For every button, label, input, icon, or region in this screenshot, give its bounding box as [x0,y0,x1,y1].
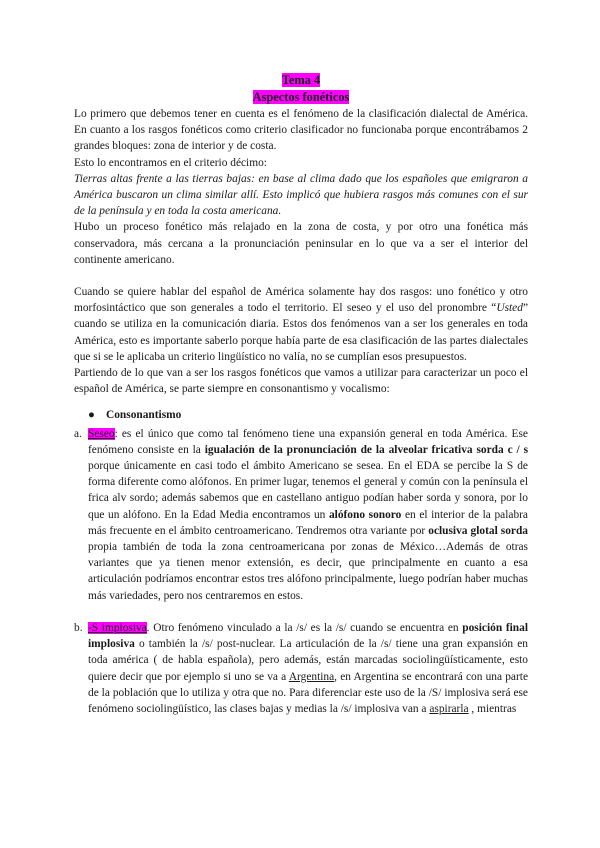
text-run: : es el único que como tal fenómeno tiene una expansión general en toda América. Ese fenómeno consiste en la [88,427,528,456]
text-run: porque únicamente en casi todo el ámbito Americano se sesea. En el EDA se percibe la S de forma diferente como alófonos. En primer lugar, tenemos el general y común con la península el frica alv sordo; además sabemos que en castellano antiguo podían haber sorda y sonora, por lo que un alófono. En la Edad Media encontramos un [88,460,528,521]
bold-term: posición final implosiva [88,621,528,651]
text-run: , en Argentina se encontrará con una parte de la población que lo utiliza y otra que no. Para diferenciar este uso de la /S/ implosiva será ese fenómeno sociolingüístico, las clases bajas y medias la /s/ implosiva van a [88,670,529,715]
paragraph-intro: Lo primero que debemos tener en cuenta es el fenómeno de la clasificación dialectal de América. En cuanto a los rasgos fonéticos como criterio clasificador no funcionaba porque encontrábamos 2 grandes bloques: zona de interior y de costa. [74,108,528,153]
text-run: o también la /s/ post-nuclear. La articulación de la /s/ tiene una gran expansión en toda américa ( de habla española), pero además, están marcadas sociolingüísticamente, esto quiere decir que por ejemplo si uno se va a [88,638,528,683]
paragraph-general-features [74,284,528,365]
paragraph-criterion: Esto lo encontramos en el criterio décimo: [74,156,267,169]
text-run: , mientras [468,702,517,715]
topic-subtitle: Aspectos fonéticos [252,90,350,104]
underlined-term: Argentina [288,670,335,683]
paragraph-phonetic-features: Partiendo de lo que van a ser los rasgos fonéticos que vamos a utilizar para caracterizar un poco el español de América, se parte siempre en consonantismo y vocalismo: [74,367,528,396]
text-run: en el interior de la palabra más frecuente en el ámbito centroamericano. Tendremos otra variante por [88,508,528,537]
underlined-term: aspirarla [429,702,469,715]
bullet-icon: ● [88,409,95,422]
document-heading [74,72,528,106]
text-run: ” cuando se utiliza en la comunicación diaria. Estos dos fenómenos van a ser los generales en toda América, esto es importante saberlo porque había parte de esa clasificación de las partes dialectales que si se le aplicaba un criterio lingüístico no valía, no se cumplían esos presupuestos. [74,302,528,363]
s-implosiva-term: -S implosiva [88,621,147,634]
text-run: . Otro fenómeno vinculado a la /s/ es la /s/ cuando se encuentra en [146,621,463,634]
list-label: a. [74,427,82,440]
bold-term: oclusiva glotal sorda [428,524,528,537]
topic-title: Tema 4 [281,73,321,87]
text-run: propia también de toda la zona centroamericana por zonas de México…Además de otras variantes que ya tienen menor extensión, es decir, que principalmente en cuanto a esa articulación podríamos encontrar estos tres alófono principalmente, luego podrían haber muchas más variedades, pero nos centraremos en estos. [88,541,528,602]
paragraph-coast-interior: Hubo un proceso fonético más relajado en la zona de costa, y por otro una fonética más conservadora, más cercana a la pronunciación peninsular en lo que va a ser el interior del continente americano. [74,221,528,266]
paragraph-criterion-quote: Tierras altas frente a las tierras bajas: en base al clima dado que los españoles que emigraron a América buscaron un clima similar allí. Esto implicó que hubiera rasgos más comunes con el sur de la península y en toda la costa americana. [74,172,528,218]
bold-term: alófono sonoro [328,508,402,521]
spacer [74,268,528,284]
section-consonantismo [88,407,528,423]
spacer [74,604,528,620]
list-item-seseo [74,426,528,604]
section-label: Consonantismo [106,409,182,422]
seseo-term: Seseo [88,427,115,440]
document-page [74,72,528,717]
usted-term: Usted [496,302,523,315]
bold-term: igualación de la pronunciación de la alveolar fricativa sorda c / s [204,443,529,456]
list-label: b. [74,621,83,634]
list-item-s-implosiva [74,620,528,717]
text-run: Cuando se quiere hablar del español de América solamente hay dos rasgos: uno fonético y otro morfosintáctico que son generales a todo el territorio. El seseo y el uso del pronombre “ [74,286,528,315]
